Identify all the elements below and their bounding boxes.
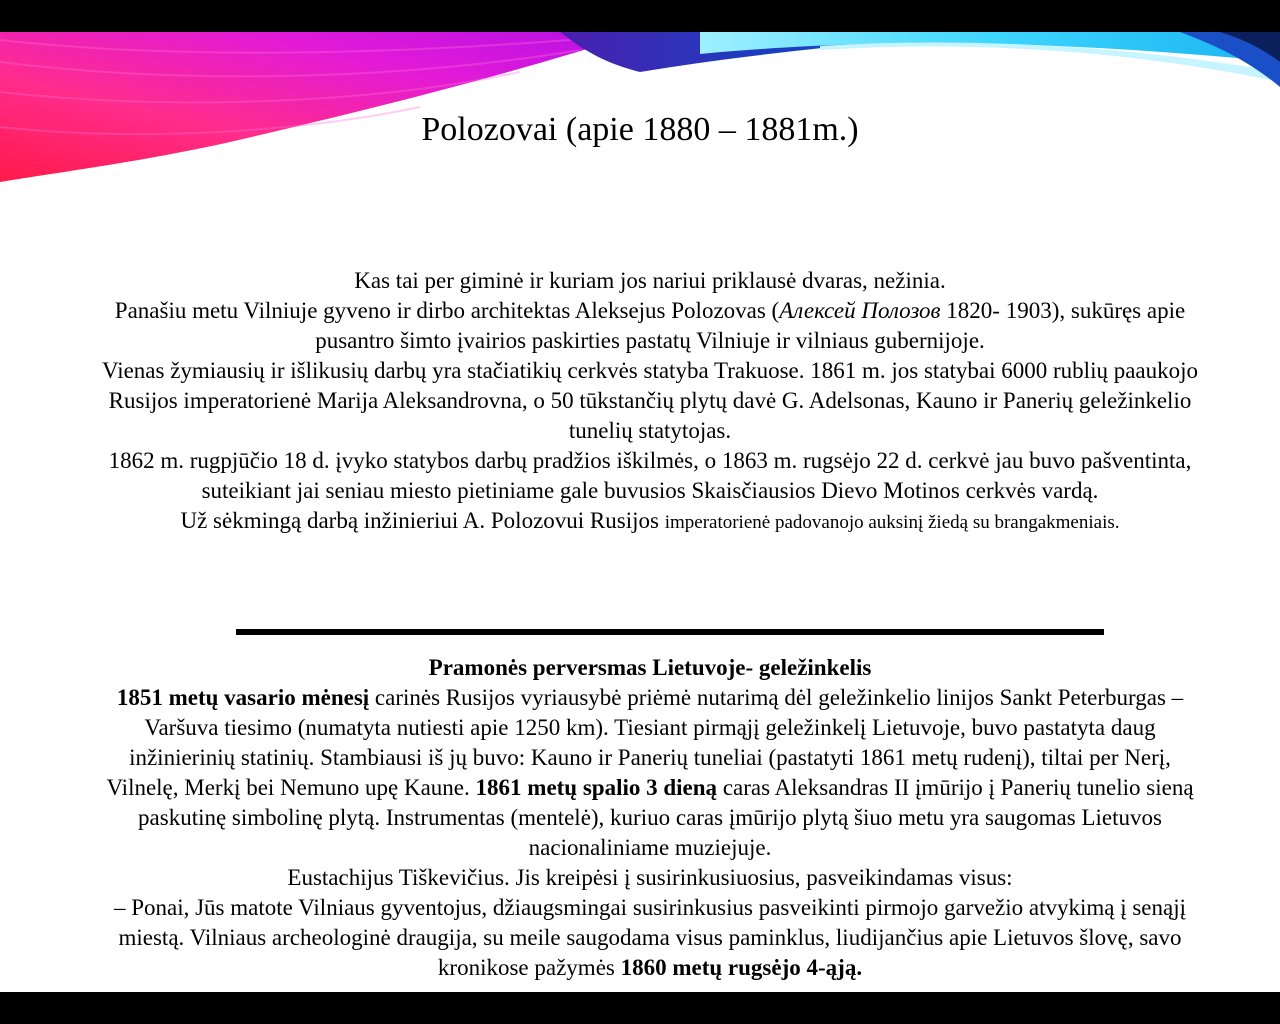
paragraph-reward: Už sėkmingą darbą inžinieriui A. Polozovui Rusijos imperatorienė padovanojo auksinį žiedą su brangakmeniais. xyxy=(180,508,1120,533)
section-heading-railway: Pramonės perversmas Lietuvoje- geležinkelis xyxy=(428,655,872,680)
paragraph-family-unknown: Kas tai per giminė ir kuriam jos nariui priklausė dvaras, nežinia. xyxy=(354,268,946,293)
text-block-railway xyxy=(100,653,1200,983)
text-block-polozovai xyxy=(100,266,1200,538)
paragraph-trakai-church: Vienas žymiausių ir išlikusių darbų yra stačiatikių cerkvės statyba Trakuose. 1861 m. jos statybai 6000 rublių paaukojo Rusijos imperatorienė Marija Aleksandrovna, o 50 tūkstančių plytų davė G. Adelsonas, Kauno ir Panerių geležinkelio tunelių statytojas. xyxy=(101,358,1199,443)
date-1851: 1851 metų vasario mėnesį xyxy=(116,685,370,710)
paragraph-railway-history: 1851 metų vasario mėnesį carinės Rusijos vyriausybė priėmė nutarimą dėl geležinkelio linijos Sankt Peterburgas – Varšuva tiesimo (numatyta nutiesti apie 1250 km). Tiesiant pirmąjį geležinkelį Lietuvoje, buvo pastatyta daug inžinierinių statinių. Stambiausi iš jų buvo: Kauno ir Panerių tuneliai (pastatyti 1861 metų rudenį), tiltai per Nerį, Vilnelę, Merkį bei Nemuno upę Kaune. 1861 metų spalio 3 dieną caras Aleksandras II įmūrijo į Panerių tunelio sieną paskutinę simbolinę plytą. Instrumentas (mentelė), kuriuo caras įmūrijo plytą šiuo metu yra saugomas Lietuvos nacionaliniame muziejuje. xyxy=(106,685,1194,860)
paragraph-architect: Panašiu metu Vilniuje gyveno ir dirbo architektas Aleksejus Polozovas (Алексей Полозов 1820- 1903), sukūręs apie pusantro šimto įvairios paskirties pastatų Vilniuje ir vilniaus gubernijoje. xyxy=(114,298,1186,353)
bottom-letterbox-bar xyxy=(0,992,1280,1024)
slide-title: Polozovai (apie 1880 – 1881m.) xyxy=(421,111,859,148)
date-1861: 1861 metų spalio 3 dieną xyxy=(475,775,718,800)
date-1860: 1860 metų rugsėjo 4-ąją. xyxy=(620,955,863,980)
reward-small-text: imperatorienė padovanojo auksinį žiedą su brangakmeniais. xyxy=(664,512,1120,533)
paragraph-speech: – Ponai, Jūs matote Vilniaus gyventojus, džiaugsmingai susirinkusius pasveikinti pirmojo garvežio atvykimą į senąjį miestą. Vilniaus archeologinė draugija, su meile saugodama visus paminklus, liudijančius apie Lietuvos šlovę, savo kronikose pažymės 1860 metų rugsėjo 4-ąją. xyxy=(113,895,1187,980)
paragraph-consecration: 1862 m. rugpjūčio 18 d. įvyko statybos darbų pradžios iškilmės, o 1863 m. rugsėjo 22 d. cerkvė jau buvo pašventinta, suteikiant jai seniau miesto pietiniame gale buvusios Skaisčiausios Dievo Motinos cerkvės vardą. xyxy=(108,448,1192,503)
swoosh-magenta-band xyxy=(0,32,640,182)
horizontal-divider xyxy=(236,629,1104,635)
presentation-slide xyxy=(0,32,1280,992)
architect-name-cyrillic: Алексей Полозов xyxy=(779,298,941,323)
paragraph-tiskevicius: Eustachijus Tiškevičius. Jis kreipėsi į susirinkusiuosius, pasveikindamas visus: xyxy=(287,865,1013,890)
top-letterbox-bar xyxy=(0,0,1280,32)
